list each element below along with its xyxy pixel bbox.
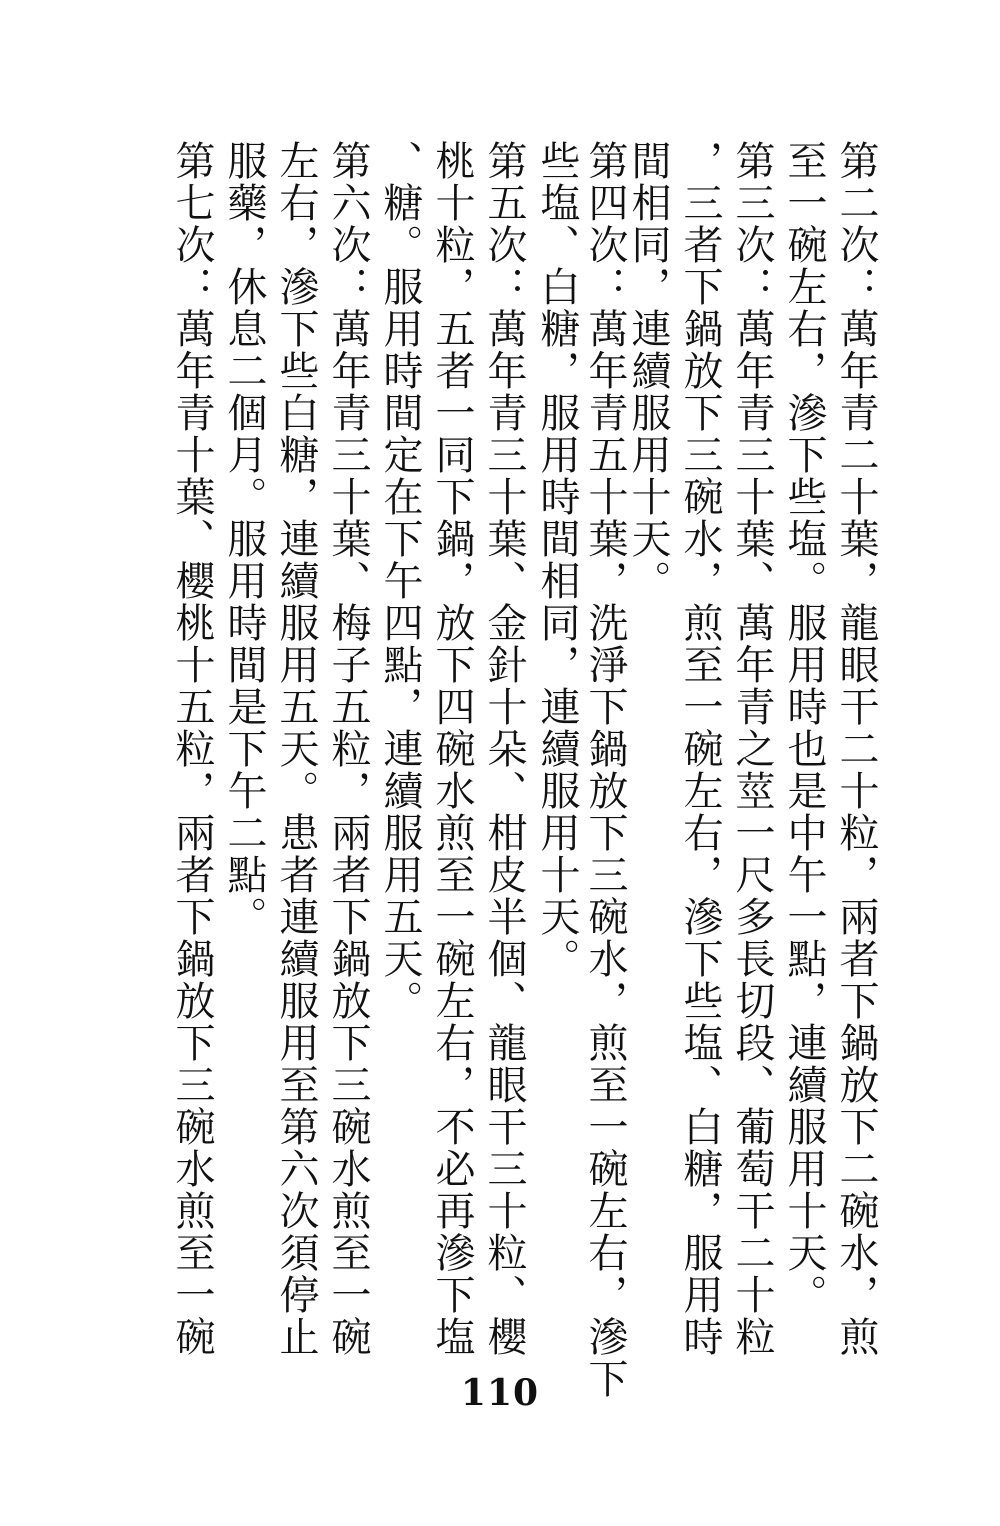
text-column: 第五次：萬年青三十葉、金針十朵、柑皮半個、龍眼干三十粒、櫻	[481, 140, 527, 1358]
text-column: 桃十粒，五者一同下鍋，放下四碗水煎至一碗左右，不必再滲下塩	[429, 140, 475, 1358]
text-column: 第六次：萬年青三十葉、梅子五粒，兩者下鍋放下三碗水煎至一碗	[325, 140, 371, 1358]
text-column: 服藥，休息二個月。服用時間是下午二點。	[221, 140, 267, 938]
text-column: 些塩、白糖，服用時間相同，連續服用十天。	[534, 140, 580, 980]
text-column: 第二次：萬年青二十葉，龍眼干二十粒，兩者下鍋放下二碗水，煎	[833, 140, 879, 1358]
text-column: 左右，滲下些白糖，連續服用五天。患者連續服用至第六次須停止	[273, 140, 319, 1358]
text-column: 第四次：萬年青五十葉，洗淨下鍋放下三碗水，煎至一碗左右，滲下	[582, 140, 628, 1400]
page-number: 110	[460, 1372, 540, 1414]
text-column: 間相同，連續服用十天。	[625, 140, 671, 602]
text-column: 第三次：萬年青三十葉、萬年青之莖一尺多長切段、葡萄干二十粒	[729, 140, 775, 1358]
text-column: 第七次：萬年青十葉、櫻桃十五粒，兩者下鍋放下三碗水煎至一碗	[169, 140, 215, 1358]
text-column: ，三者下鍋放下三碗水，煎至一碗左右，滲下些塩、白糖，服用時	[677, 140, 723, 1358]
text-column: 至一碗左右，滲下些塩。服用時也是中午一點，連續服用十天。	[781, 140, 827, 1316]
text-column: 、糖。服用時間定在下午四點，連續服用五天。	[377, 140, 423, 1022]
